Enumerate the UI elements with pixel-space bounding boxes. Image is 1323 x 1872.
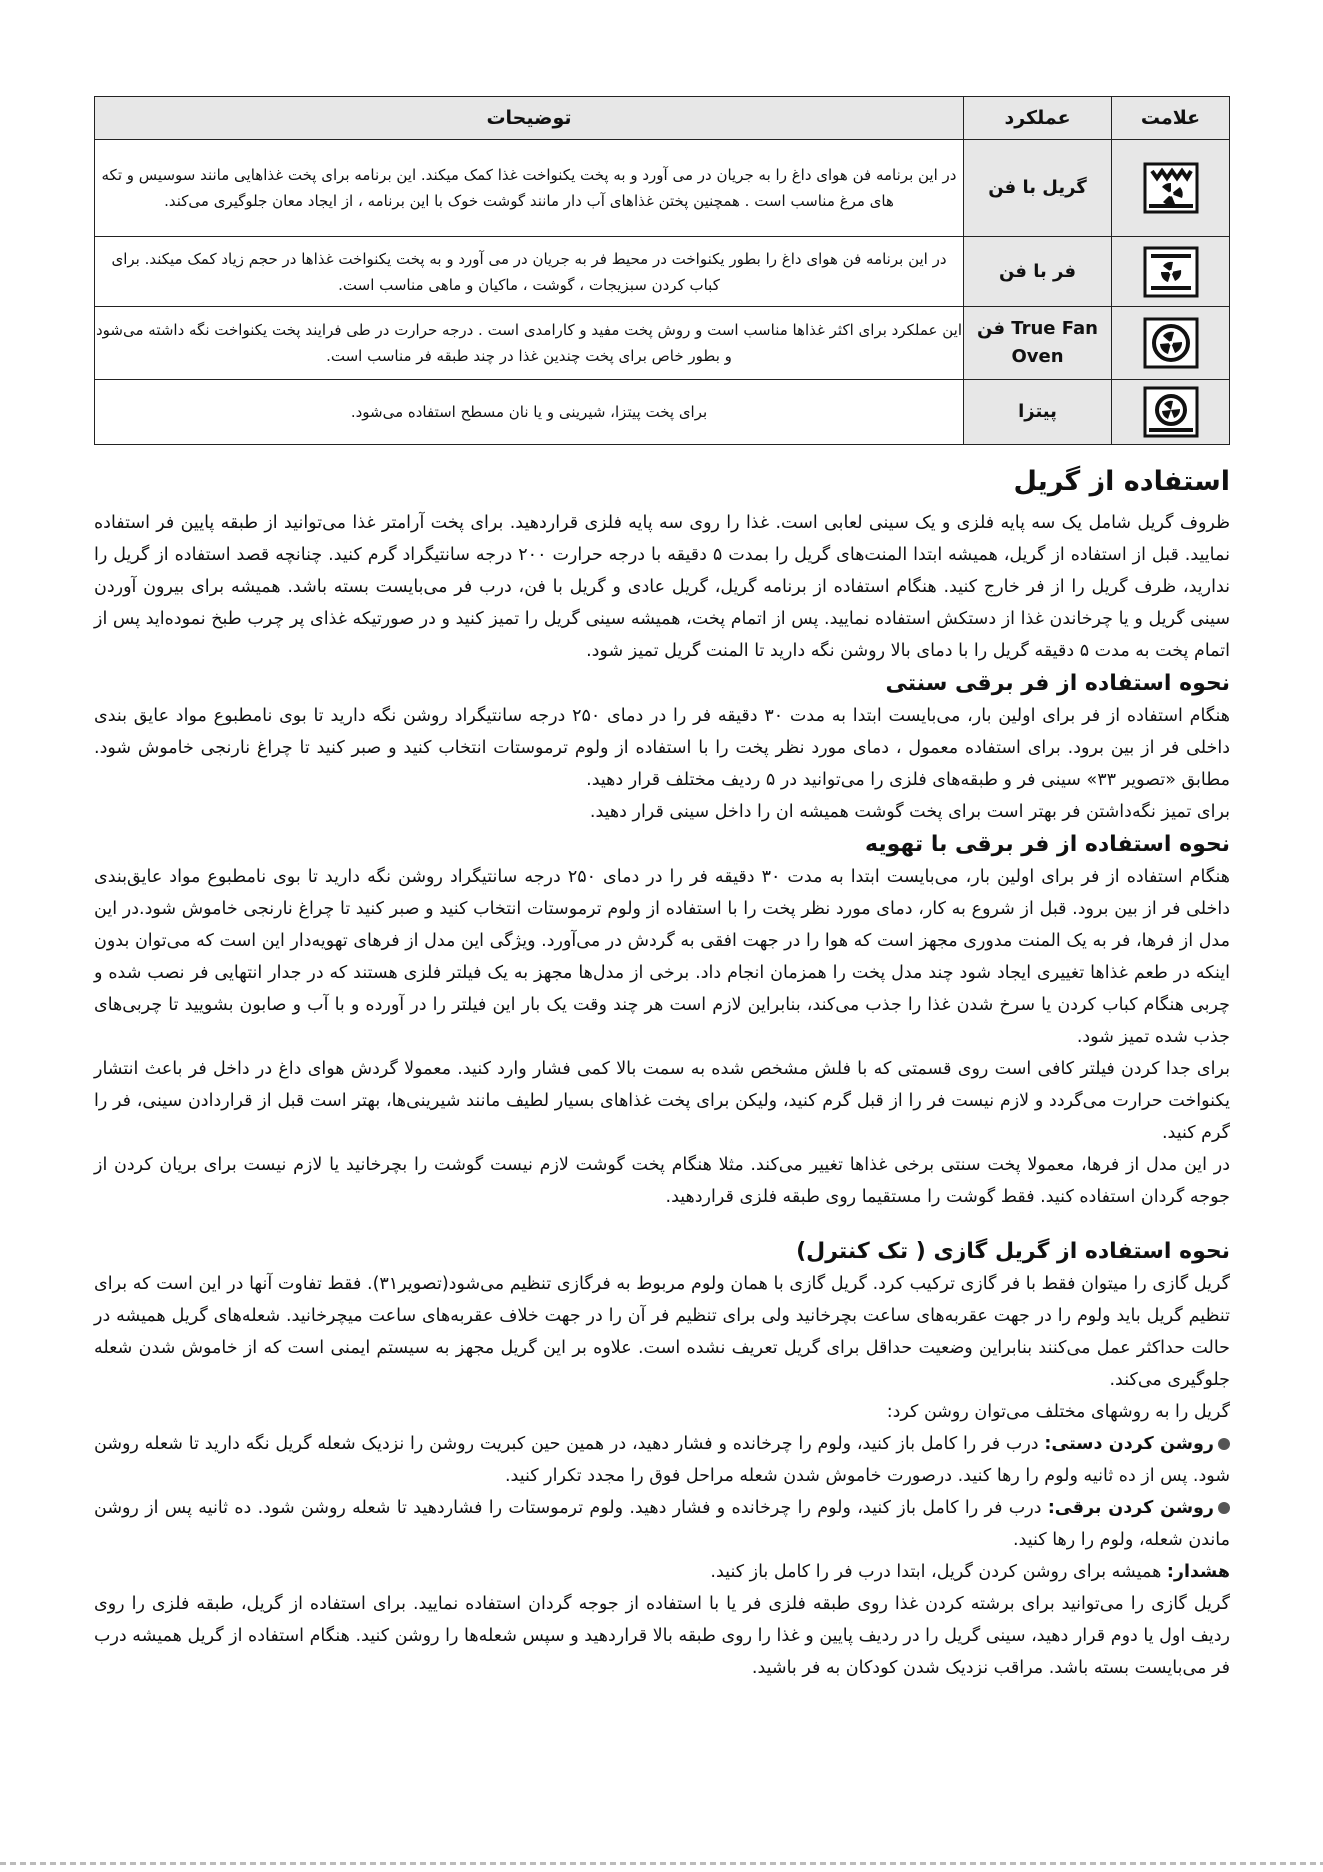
ventilated-oven-paragraph: هنگام استفاده از فر برای اولین بار، می‌بایست ابتدا به مدت ۳۰ دقیقه فر را در دمای ۲۵۰ درجه سانتیگراد روشن نگه دارید تا بوی نامطبوع مواد عایق‌بندی داخلی فر از بین برود. قبل از شروع به کار، دمای مورد نظر پخت را با استفاده از ولوم ترموستات انتخاب کنید و صبر کنید تا چراغ نارنجی خاموش شود.در این مدل از فرها، فر به یک المنت مدوری مجهز است که هوا را در جهت افقی به گردش در می‌آورد. ویژگی این مدل از فرهای تهویه‌دار این است که می‌توان بدون اینکه در طعم غذاها تغییری ایجاد شود چند مدل پخت را همزمان انجام داد. برخی از مدل‌ها مجهز به یک فیلتر فلزی هستند که در جدار انتهایی فر نصب شده و چربی هنگام کباب کردن یا سرخ شدن غذا را جذب می‌کند، بنابراین لازم است هر چند وقت یک بار این فیلتر را در آورده و با آب و صابون بشویید تا چربی‌های جذب شده تمیز شود. xyxy=(94,867,1230,1047)
sign-cell xyxy=(1112,237,1230,307)
manual-ignition-text: درب فر را کامل باز کنید، ولوم را چرخانده و فشار دهید، در همین حین کبریت روشن را نزدیک شعله گریل نگه دارید تا شعله روشن شود. پس از ده ثانیه ولوم را رها کنید. درصورت خاموش شدن شعله مراحل فوق را مجدد تکرار کنید. xyxy=(94,1434,1230,1486)
warning-text: همیشه برای روشن کردن گریل، ابتدا درب فر را کامل باز کنید. xyxy=(710,1562,1162,1582)
grill-paragraph: ظروف گریل شامل یک سه پایه فلزی و یک سینی لعابی است. غذا را روی سه پایه فلزی قراردهید. برای پخت آرامتر غذا می‌توانید از طبقه پایین فر استفاده نمایید. قبل از استفاده از گریل، همیشه ابتدا المنت‌های گریل را بمدت ۵ دقیقه با درجه حرارت ۲۰۰ درجه سانتیگراد گرم کنید. چنانچه قصد استفاده از گریل را ندارید، ظرف گریل را از فر خارج کنید. هنگام استفاده از برنامه گریل، گریل عادی و گریل با فن، درب فر می‌بایست بسته باشد. همیشه برای بیرون آوردن سینی گریل و یا چرخاندن غذا از دستکش استفاده نمایید. پس از اتمام پخت، همیشه سینی گریل را تمیز کنید و در صورتیکه غذای پر چرب طبخ نموده‌اید پس از اتمام پخت به مدت ۵ دقیقه گریل را با دمای بالا روشن نگه دارید تا المنت گریل تمیز شود. xyxy=(94,513,1230,661)
sign-cell xyxy=(1112,380,1230,445)
electric-ignition-item xyxy=(94,1492,1230,1556)
electric-ignition-text: درب فر را کامل باز کنید، ولوم را چرخانده و فشار دهید. ولوم ترموستات را فشاردهید تا شعله روشن شود. ده ثانیه پس از روشن ماندن شعله، ولوم را رها کنید. xyxy=(94,1498,1230,1550)
function-name: پیتزا xyxy=(964,380,1112,445)
ventilated-oven-title: نحوه استفاده از فر برقی با تهویه xyxy=(865,832,1230,857)
true-fan-oven-icon xyxy=(1143,317,1199,369)
ventilated-oven-filter-paragraph: برای جدا کردن فیلتر کافی است روی قسمتی که با فلش مشخص شده به سمت بالا کمی فشار وارد کنید. معمولا گردش هوای داغ در داخل فر باعث انتشار یکنواخت حرارت می‌گردد و لازم نیست فر را از قبل گرم کنید، ولیکن برای پخت غذاهای بسیار لطیف مانند شیرینی‌ها، بهتر است قبل از قراردادن سینی، فر را گرم کنید. xyxy=(94,1059,1230,1143)
function-description: این عملکرد برای اکثر غذاها مناسب است و روش پخت مفید و کارامدی است . درجه حرارت در طی فرایند پخت یکنواخت نگه داشته می‌شود و بطور خاص برای پخت چندین غذا در چند طبقه فر مناسب است. xyxy=(95,307,964,380)
warning-item xyxy=(94,1556,1230,1588)
table-row xyxy=(95,307,1230,380)
traditional-oven-note: برای تمیز نگه‌داشتن فر بهتر است برای پخت گوشت همیشه ان را داخل سینی قرار دهید. xyxy=(589,802,1230,822)
page-bottom-divider xyxy=(0,1862,1323,1865)
header-description: توضیحات xyxy=(95,97,964,140)
header-sign: علامت xyxy=(1112,97,1230,140)
electric-ignition-label: روشن کردن برقی: xyxy=(1047,1498,1214,1518)
sign-cell xyxy=(1112,307,1230,380)
grill-section-title: استفاده از گریل xyxy=(1013,466,1230,497)
oven-functions-table xyxy=(94,96,1230,445)
function-name: True Fan فن Oven xyxy=(964,307,1112,380)
gas-grill-title: نحوه استفاده از گریل گازی ( تک کنترل) xyxy=(796,1239,1230,1264)
traditional-oven-paragraph: هنگام استفاده از فر برای اولین بار، می‌بایست ابتدا به مدت ۳۰ دقیقه فر را در دمای ۲۵۰ درجه سانتیگراد روشن نگه دارید تا بوی نامطبوع مواد عایق بندی داخلی فر از بین برود. برای استفاده معمول ، دمای مورد نظر پخت را با استفاده از ولوم ترموستات انتخاب کنید و صبر کنید تا چراغ نارنجی خاموش شود. مطابق «تصویر ۳۳» سینی فر و طبقه‌های فلزی را می‌توانید در ۵ ردیف مختلف قرار دهید. xyxy=(94,706,1230,790)
pizza-icon xyxy=(1143,386,1199,438)
sign-cell xyxy=(1112,140,1230,237)
function-name: فر با فن xyxy=(964,237,1112,307)
function-description: برای پخت پیتزا، شیرینی و یا نان مسطح استفاده می‌شود. xyxy=(95,380,964,445)
oven-with-fan-icon xyxy=(1143,246,1199,298)
bullet-icon xyxy=(1218,1438,1230,1450)
table-row xyxy=(95,237,1230,307)
manual-ignition-label: روشن کردن دستی: xyxy=(1044,1434,1214,1454)
document-page xyxy=(94,96,1230,1684)
bullet-icon xyxy=(1218,1502,1230,1514)
ventilated-oven-cooking-paragraph: در این مدل از فرها، معمولا پخت سنتی برخی غذاها تغییر می‌کند. مثلا هنگام پخت گوشت لازم نیست گوشت را بچرخانید یا لازم نیست برای بریان کردن از جوجه گردان استفاده کنید. فقط گوشت را مستقیما روی طبقه فلزی قراردهید. xyxy=(94,1155,1230,1207)
table-row xyxy=(95,380,1230,445)
function-description: در این برنامه فن هوای داغ را بطور یکنواخت در محیط فر به جریان در می آورد و به پخت یکنواخت غذاها در حجم زیاد کمک میکند. برای کباب کردن سبزیجات ، گوشت ، ماکیان و ماهی مناسب است. xyxy=(95,237,964,307)
grill-with-fan-icon xyxy=(1143,162,1199,214)
header-function: عملکرد xyxy=(964,97,1112,140)
function-name: گریل با فن xyxy=(964,140,1112,237)
table-header-row xyxy=(95,97,1230,140)
manual-ignition-item xyxy=(94,1428,1230,1492)
gas-grill-intro: گریل را به روشهای مختلف می‌توان روشن کرد: xyxy=(886,1402,1230,1422)
warning-label: هشدار: xyxy=(1166,1562,1230,1582)
traditional-oven-title: نحوه استفاده از فر برقی سنتی xyxy=(885,671,1230,696)
gas-grill-paragraph: گریل گازی را میتوان فقط با فر گازی ترکیب کرد. گریل گازی با همان ولوم مربوط به فرگازی تنظیم می‌شود(تصویر۳۱). فقط تفاوت آنها در این است که برای تنظیم گریل باید ولوم را در جهت عقربه‌های ساعت بچرخانید ولی برای تنظیم فر آن را در جهت خلاف عقربه‌های ساعت میچرخانید. شعله‌های گریل همیشه در حالت حداکثر عمل می‌کنند بنابراین وضعیت حداقل برای گریل تعریف نشده است. علاوه بر این گریل مجهز به سیستم ایمنی است که از خاموش شدن شعله جلوگیری می‌کند. xyxy=(94,1274,1230,1390)
gas-grill-final-paragraph: گریل گازی را می‌توانید برای برشته کردن غذا روی طبقه فلزی فر یا با استفاده از جوجه گردان استفاده نمایید. برای استفاده از گریل، طبقه فلزی را روی ردیف اول یا دوم قرار دهید، سینی گریل را در ردیف پایین و غذا را روی طبقه بالا قراردهید و سپس شعله‌ها را روشن کنید. هنگام استفاده از گریل همیشه درب فر می‌بایست بسته باشد. مراقب نزدیک شدن کودکان به فر باشید. xyxy=(94,1594,1230,1678)
function-description: در این برنامه فن هوای داغ را به جریان در می آورد و به پخت یکنواخت غذا کمک میکند. این برنامه برای پخت غذاهایی مانند سوسیس و تکه های مرغ مناسب است . همچنین پختن غذاهای آب دار مانند گوشت خوک با این برنامه ، از ایجاد معان جلوگیری می‌کند. xyxy=(95,140,964,237)
table-row xyxy=(95,140,1230,237)
